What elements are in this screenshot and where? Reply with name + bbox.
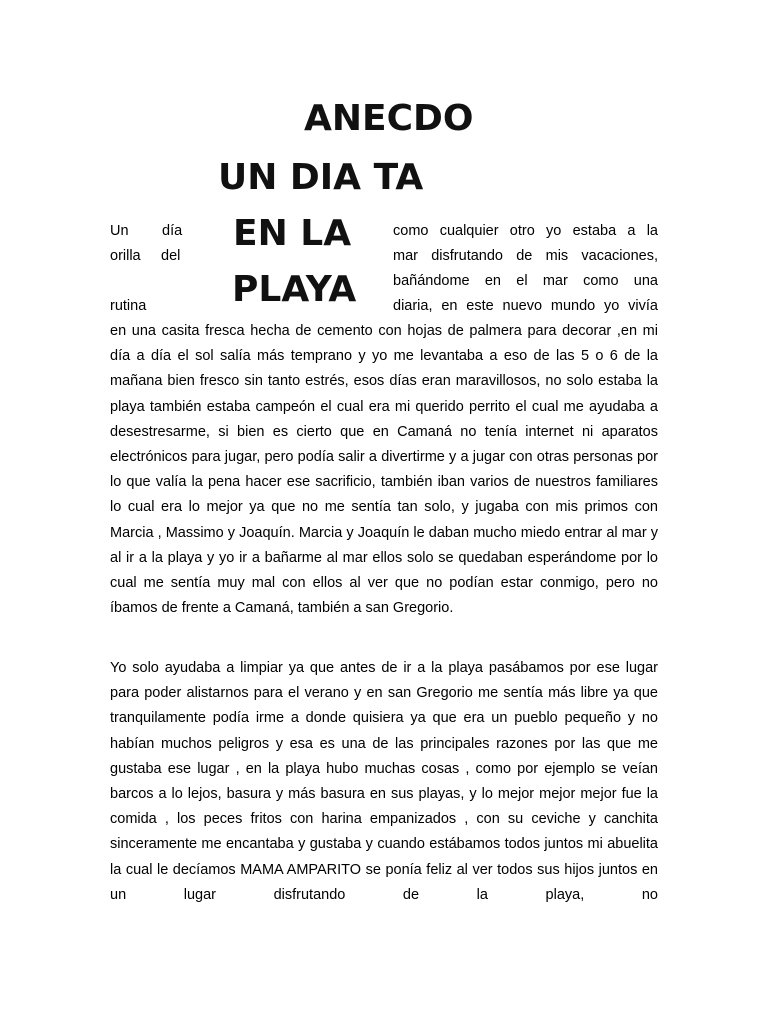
wrap-right-line: bañándome en el mar como una	[393, 273, 658, 289]
title-line-4: PLAYA	[232, 269, 357, 310]
wrap-left-word: orilla	[110, 248, 141, 264]
wrap-left-word: día	[162, 223, 183, 239]
title-line-1: ANECDO	[304, 98, 474, 139]
wrap-right-line: diaria, en este nuevo mundo yo vivía	[393, 298, 658, 314]
body-paragraph-1: en una casita fresca hecha de cemento con hojas de palmera para decorar ,en mi día a día el sol salía más temprano y yo me levantaba a eso de las 5 o 6 de la mañana bien fresco sin tanto estrés, esos días eran maravillosos, no solo estaba la playa también estaba campeón el cual era mi querido perrito el cual me ayudaba a desestresarme, si bien es cierto que en Camaná no tenía internet ni aparatos electrónicos para jugar, pero podía salir a divertirme y a jugar con otras personas por lo que valía la pena hacer ese sacrificio, también iban varios de nuestros familiares lo cual era lo mejor ya que no me sentía tan solo, y jugaba con mis primos con Marcia , Massimo y Joaquín. Marcia y Joaquín le daban mucho miedo entrar al mar y al ir a la playa y yo ir a bañarme al mar ellos solo se quedaban esperándome por lo cual me sentía muy mal con ellos al ver que no podían estar conmigo, pero no íbamos de frente a Camaná, también a san Gregorio.	[110, 323, 658, 617]
title-line-2: UN DIA TA	[218, 157, 424, 198]
wrap-left-word: rutina	[110, 298, 147, 314]
wrap-right-line: mar disfrutando de mis vacaciones,	[393, 248, 658, 264]
wrap-right-line: como cualquier otro yo estaba a la	[393, 223, 658, 239]
body-paragraph-2: Yo solo ayudaba a limpiar ya que antes de ir a la playa pasábamos por ese lugar para poder alistarnos para el verano y en san Gregorio me sentía más libre ya que tranquilamente podía irme a donde quisiera ya que era un pueblo pequeño y no habían muchos peligros y esa es una de las principales razones por las que me gustaba ese lugar , en la playa hubo muchas cosas , como por ejemplo se veían barcos a lo lejos, basura y más basura en sus playas, y lo mejor mejor mejor fue la comida , los peces fritos con harina empanizados , con su ceviche y canchita sinceramente me encantaba y gustaba y cuando estábamos todos juntos mi abuelita la cual le decíamos MAMA AMPARITO se ponía feliz al ver todos sus hijos juntos en un lugar disfrutando de la playa, no	[110, 660, 658, 903]
title-line-3: EN LA	[233, 213, 352, 254]
wrap-left-word: Un	[110, 223, 129, 239]
wrap-left-word: del	[161, 248, 181, 264]
